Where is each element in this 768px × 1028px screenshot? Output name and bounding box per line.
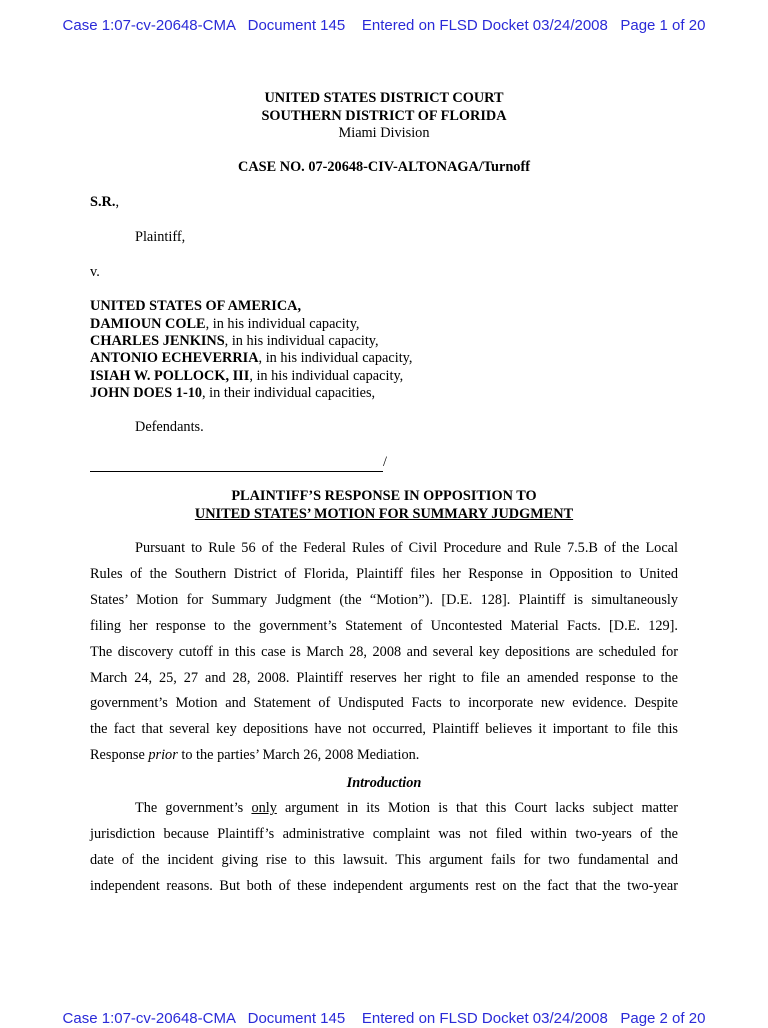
body-paragraph-2 (90, 796, 678, 900)
paragraph-line: filing her response to the government’s Statement of Uncontested Material Facts. [D.E. 129]. (90, 617, 678, 634)
paragraph-line: the fact that several key depositions have not occurred, Plaintiff believes it important to file this (90, 721, 678, 738)
paragraph-line (90, 743, 678, 769)
defendant-capacity: , in his individual capacity, (258, 350, 413, 366)
paragraph-text: to the parties’ March 26, 2008 Mediation. (177, 747, 420, 764)
court-division: Miami Division (338, 125, 430, 141)
defendant-capacity: , in his individual capacity, (224, 333, 379, 349)
defendant-capacity: , in their individual capacities, (202, 385, 376, 401)
paragraph-line: independent reasons. But both of these independent arguments rest on the fact that the two-year (90, 877, 678, 894)
defendant-line (90, 316, 360, 334)
document-title: PLAINTIFF’S RESPONSE IN OPPOSITION TO (231, 488, 537, 504)
emphasis-text: prior (148, 747, 178, 764)
defendants-role: Defendants. (135, 419, 204, 435)
page-footer-stamp: Case 1:07-cv-20648-CMA Document 145 Entered on FLSD Docket 03/24/2008 Page 2 of 20 (62, 1010, 706, 1027)
defendant-line (90, 368, 403, 386)
paragraph-line: Pursuant to Rule 56 of the Federal Rules of Civil Procedure and Rule 7.5.B of the Local (135, 540, 678, 556)
defendant-line (90, 350, 412, 368)
case-number: CASE NO. 07-20648-CIV-ALTONAGA/Turnoff (238, 159, 530, 175)
paragraph-line: Rules of the Southern District of Florida, Plaintiff files her Response in Opposition to United (90, 565, 678, 582)
paragraph-line: government’s Motion and Statement of Undisputed Facts to incorporate new evidence. Despite (90, 695, 678, 712)
versus: v. (90, 264, 100, 280)
page-header-stamp: Case 1:07-cv-20648-CMA Document 145 Entered on FLSD Docket 03/24/2008 Page 1 of 20 (62, 17, 706, 34)
section-heading: Introduction (346, 775, 422, 791)
underlined-text: only (251, 800, 277, 816)
paragraph-line: March 24, 25, 27 and 28, 2008. Plaintiff reserves her right to file an amended response to the (90, 669, 678, 686)
plaintiff-caption (90, 194, 119, 212)
paragraph-text: argument in its Motion is that this Court lacks subject matter (276, 800, 678, 816)
paragraph-line (90, 796, 678, 822)
defendant-name: ANTONIO ECHEVERRIA (90, 350, 259, 366)
defendant-name: ISIAH W. POLLOCK, III (90, 368, 250, 384)
defendant-name: CHARLES JENKINS (90, 333, 225, 349)
defendant-capacity: , in his individual capacity, (205, 316, 360, 332)
defendant-capacity: , in his individual capacity, (249, 368, 404, 384)
defendant-line (90, 385, 375, 403)
defendant-name: DAMIOUN COLE (90, 316, 206, 332)
defendant-line (90, 298, 301, 316)
plaintiff-name-suffix: , (115, 194, 120, 210)
court-district: SOUTHERN DISTRICT OF FLORIDA (261, 108, 507, 124)
document-subtitle-text: UNITED STATES’ MOTION FOR SUMMARY JUDGMENT (194, 506, 574, 522)
plaintiff-name: S.R. (90, 194, 116, 210)
paragraph-line: The discovery cutoff in this case is March 28, 2008 and several key depositions are scheduled for (90, 643, 678, 660)
caption-rule (90, 457, 383, 472)
body-paragraph-1 (90, 536, 678, 769)
court-name: UNITED STATES DISTRICT COURT (264, 90, 504, 106)
paragraph-line: jurisdiction because Plaintiff’s administrative complaint was not filed within two-years of the (90, 825, 678, 842)
caption-divider-line (90, 454, 387, 472)
plaintiff-role: Plaintiff, (135, 229, 186, 245)
paragraph-text: Response (90, 747, 149, 764)
paragraph-line: date of the incident giving rise to this lawsuit. This argument fails for two fundamental and (90, 851, 678, 868)
defendant-name: JOHN DOES 1-10 (90, 385, 203, 401)
caption-rule-end: / (383, 454, 387, 470)
document-subtitle (0, 506, 768, 524)
defendant-name: UNITED STATES OF AMERICA, (90, 298, 302, 314)
defendant-line (90, 333, 379, 351)
paragraph-text: The government’s (135, 800, 252, 816)
paragraph-line: States’ Motion for Summary Judgment (the “Motion”). [D.E. 128]. Plaintiff is simultaneously (90, 591, 678, 608)
